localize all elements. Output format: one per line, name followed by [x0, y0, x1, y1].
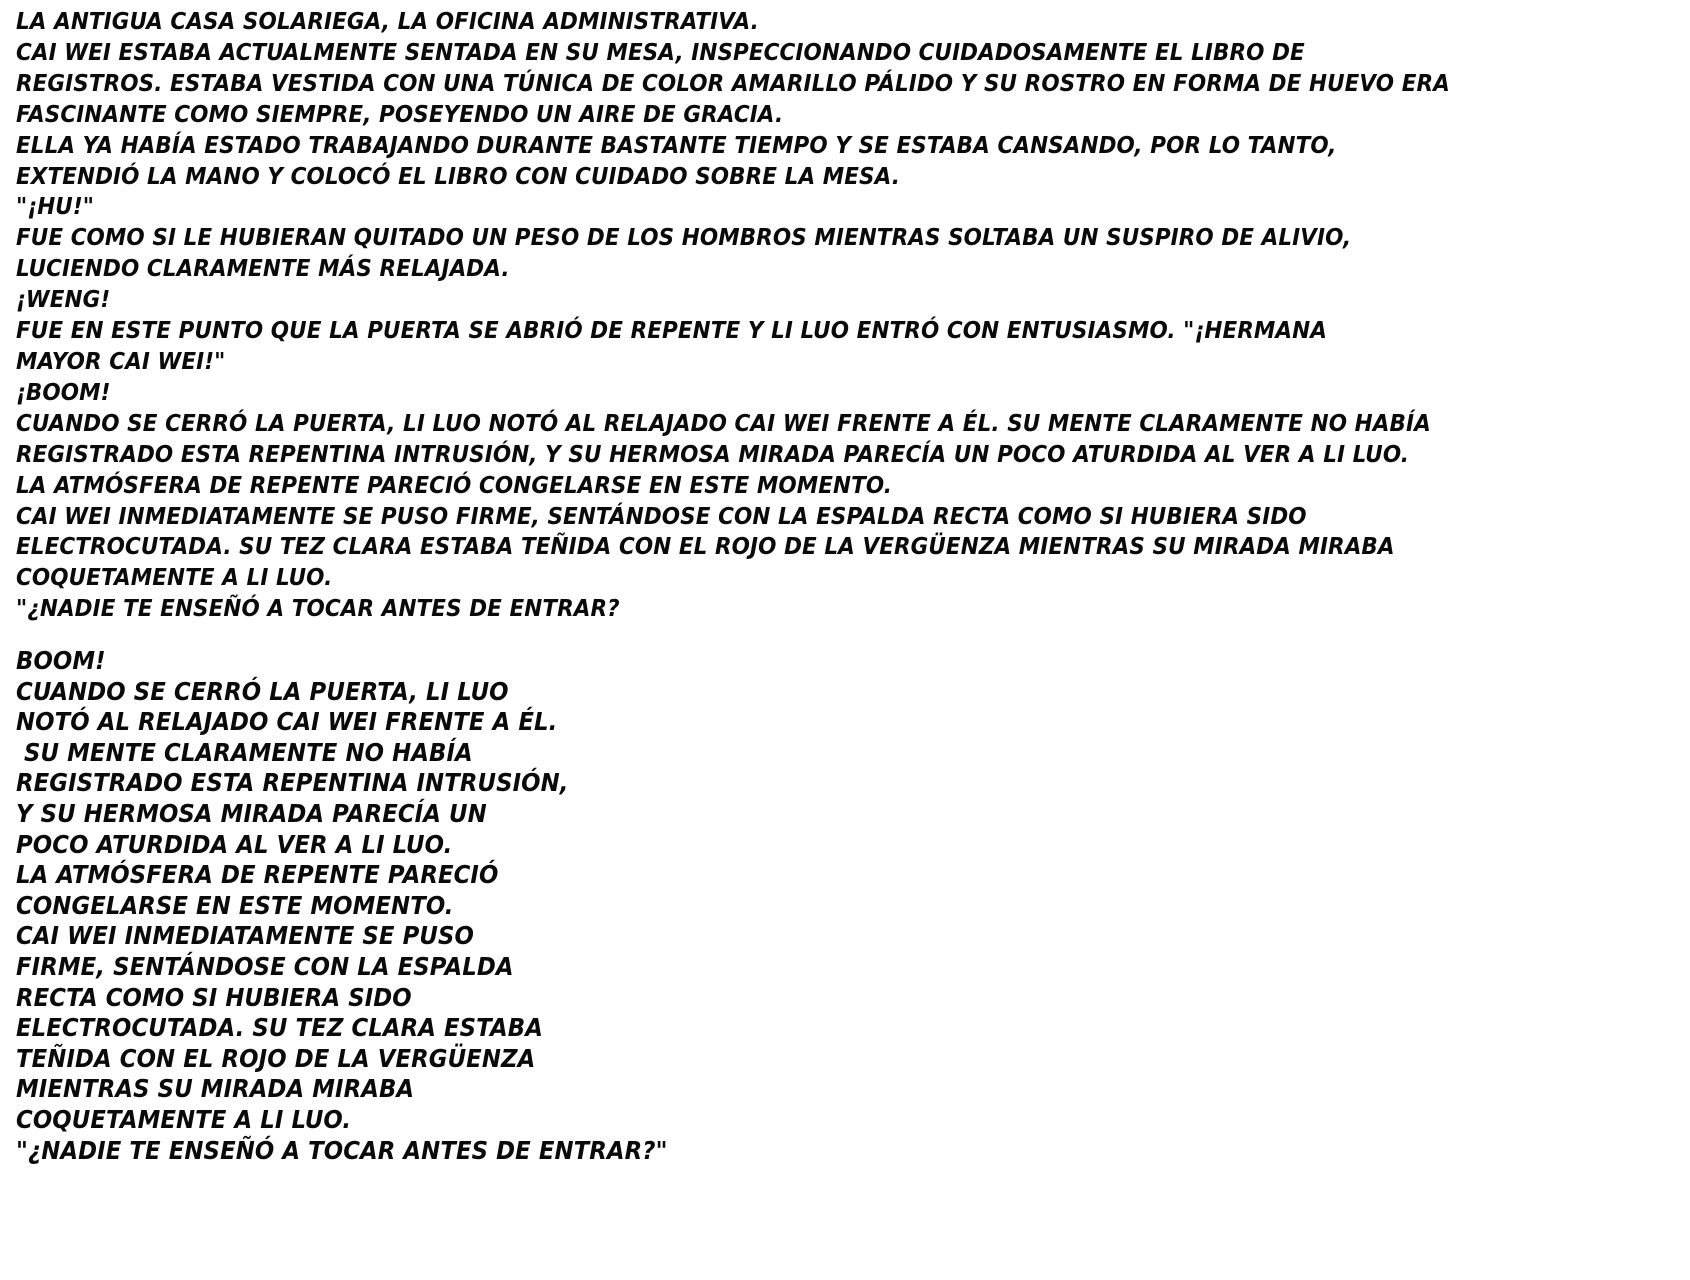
narration-line: TEÑIDA CON EL ROJO DE LA VERGÜENZA — [16, 1043, 536, 1073]
narration-line: LA ANTIGUA CASA SOLARIEGA, LA OFICINA ADMINISTRATIVA. — [16, 7, 759, 35]
narration-line: RECTA COMO SI HUBIERA SIDO — [16, 982, 412, 1012]
narration-line: MIENTRAS SU MIRADA MIRABA — [16, 1074, 415, 1104]
narration-line: CUANDO SE CERRÓ LA PUERTA, LI LUO NOTÓ AL RELAJADO CAI WEI FRENTE A ÉL. SU MENTE CLARAMENTE NO HABÍA — [16, 408, 1431, 437]
narration-line: "¿NADIE TE ENSEÑÓ A TOCAR ANTES DE ENTRAR?" — [16, 1135, 668, 1165]
narration-line: ¡WENG! — [16, 285, 111, 314]
narration-line: REGISTRADO ESTA REPENTINA INTRUSIÓN, Y SU HERMOSA MIRADA PARECÍA UN POCO ATURDIDA AL VER A LI LUO. — [16, 439, 1409, 468]
narration-line: EXTENDIÓ LA MANO Y COLOCÓ EL LIBRO CON CUIDADO SOBRE LA MESA. — [16, 161, 901, 190]
narration-line: REGISTROS. ESTABA VESTIDA CON UNA TÚNICA DE COLOR AMARILLO PÁLIDO Y SU ROSTRO EN FORMA DE HUEVO ERA — [16, 68, 1450, 97]
narration-line: SU MENTE CLARAMENTE NO HABÍA — [16, 737, 473, 767]
narration-line: LUCIENDO CLARAMENTE MÁS RELAJADA. — [16, 254, 510, 283]
narration-line: NOTÓ AL RELAJADO CAI WEI FRENTE A ÉL. — [16, 707, 558, 737]
narration-line: FASCINANTE COMO SIEMPRE, POSEYENDO UN AIRE DE GRACIA. — [16, 99, 784, 128]
narration-line: LA ATMÓSFERA DE REPENTE PARECIÓ CONGELARSE EN ESTE MOMENTO. — [16, 470, 893, 499]
narration-line: COQUETAMENTE A LI LUO. — [16, 563, 333, 592]
narration-line: Y SU HERMOSA MIRADA PARECÍA UN — [16, 798, 487, 828]
narration-line: CAI WEI ESTABA ACTUALMENTE SENTADA EN SU MESA, INSPECCIONANDO CUIDADOSAMENTE EL LIBRO DE — [16, 37, 1305, 66]
narration-line: POCO ATURDIDA AL VER A LI LUO. — [16, 829, 453, 859]
narration-line: BOOM! — [16, 646, 106, 675]
narration-line: FUE EN ESTE PUNTO QUE LA PUERTA SE ABRIÓ DE REPENTE Y LI LUO ENTRÓ CON ENTUSIASMO. "¡HERMANA — [16, 316, 1327, 345]
narration-line: CAI WEI INMEDIATAMENTE SE PUSO — [16, 921, 474, 951]
narration-line: ELECTROCUTADA. SU TEZ CLARA ESTABA — [16, 1013, 543, 1043]
narration-line: CONGELARSE EN ESTE MOMENTO. — [16, 890, 454, 920]
narration-line: CAI WEI INMEDIATAMENTE SE PUSO FIRME, SENTÁNDOSE CON LA ESPALDA RECTA COMO SI HUBIERA SIDO — [16, 501, 1307, 530]
narration-block-primary — [16, 6, 1450, 624]
narration-line: COQUETAMENTE A LI LUO. — [16, 1104, 352, 1134]
narration-line: ELLA YA HABÍA ESTADO TRABAJANDO DURANTE BASTANTE TIEMPO Y SE ESTABA CANSANDO, POR LO TANTO, — [16, 130, 1337, 159]
narration-line: "¿NADIE TE ENSEÑÓ A TOCAR ANTES DE ENTRAR? — [16, 594, 620, 623]
narration-line: CUANDO SE CERRÓ LA PUERTA, LI LUO — [16, 676, 509, 706]
narration-line: "¡HU!" — [16, 192, 95, 221]
narration-line: FIRME, SENTÁNDOSE CON LA ESPALDA — [16, 951, 514, 981]
narration-line: ¡BOOM! — [16, 377, 111, 406]
narration-line: LA ATMÓSFERA DE REPENTE PARECIÓ — [16, 860, 499, 890]
narration-block-secondary — [16, 646, 668, 1166]
narration-line: FUE COMO SI LE HUBIERAN QUITADO UN PESO DE LOS HOMBROS MIENTRAS SOLTABA UN SUSPIRO DE ALIVIO, — [16, 223, 1352, 252]
narration-line: ELECTROCUTADA. SU TEZ CLARA ESTABA TEÑIDA CON EL ROJO DE LA VERGÜENZA MIENTRAS SU MIRADA MIRABA — [16, 532, 1395, 561]
narration-line: MAYOR CAI WEI!" — [16, 346, 226, 375]
narration-line: REGISTRADO ESTA REPENTINA INTRUSIÓN, — [16, 768, 569, 798]
